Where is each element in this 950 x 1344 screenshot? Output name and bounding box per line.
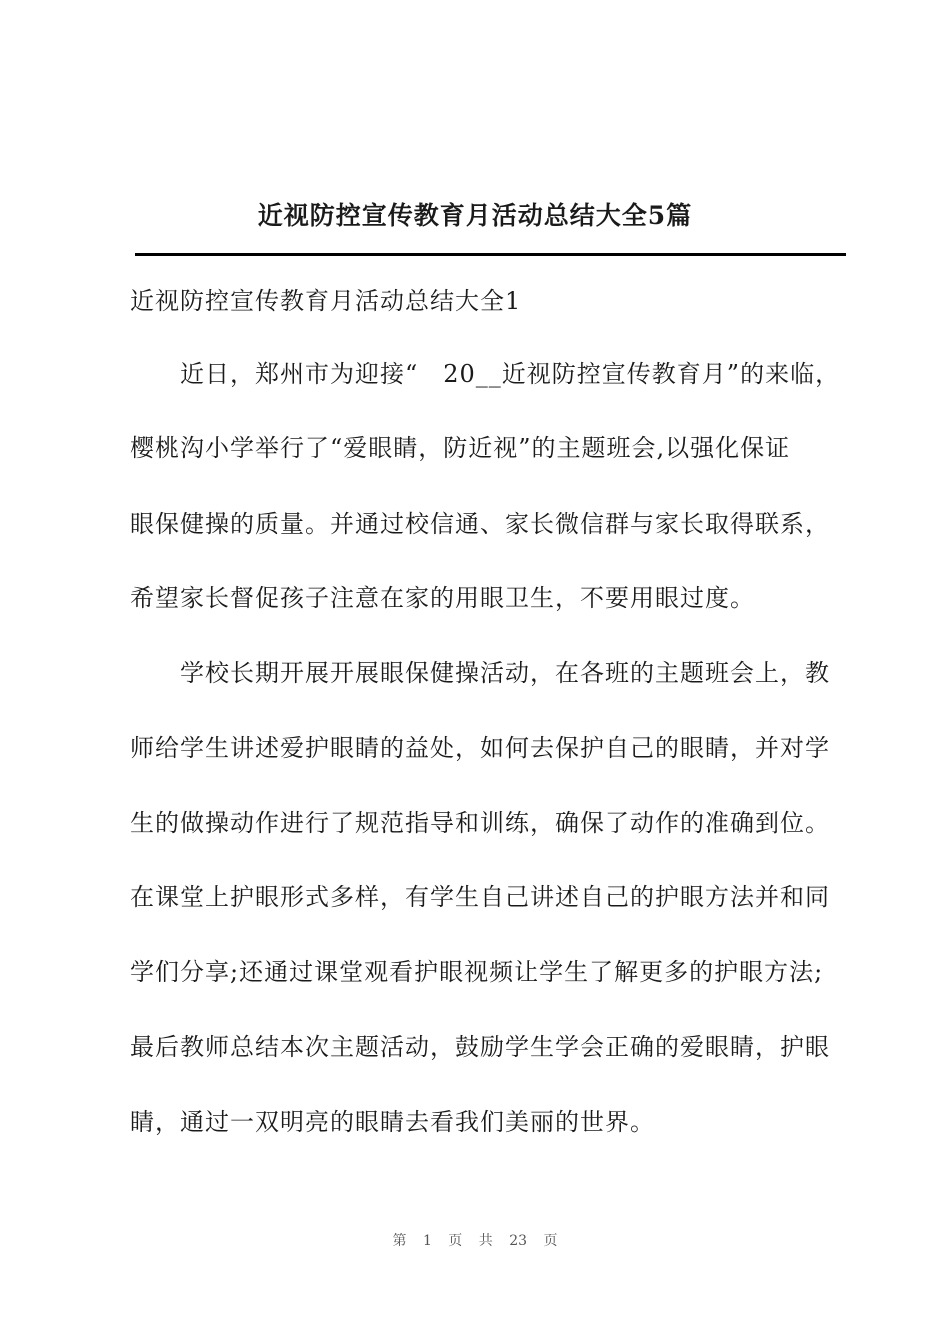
paragraph-line: 樱桃沟小学举行了“爱眼睛，防近视”的主题班会,以强化保证 <box>130 434 791 462</box>
paragraph-line: 学校长期开展开展眼保健操活动，在各班的主题班会上，教 <box>180 659 830 687</box>
paragraph-line: 师给学生讲述爱护眼睛的益处，如何去保护自己的眼睛，并对学 <box>130 734 830 762</box>
title-divider <box>135 253 846 256</box>
paragraph-line: 眼保健操的质量。并通过校信通、家长微信群与家长取得联系， <box>130 510 830 538</box>
page-number-footer: 第 1 页 共 23 页 <box>392 1233 558 1249</box>
paragraph-line: 在课堂上护眼形式多样，有学生自己讲述自己的护眼方法并和同 <box>130 883 830 911</box>
paragraph-line: 学们分享;还通过课堂观看护眼视频让学生了解更多的护眼方法; <box>130 958 824 986</box>
paragraph-line: 生的做操动作进行了规范指导和训练，确保了动作的准确到位。 <box>130 809 830 837</box>
paragraph-line: 希望家长督促孩子注意在家的用眼卫生，不要用眼过度。 <box>130 584 755 612</box>
paragraph-line: 近日，郑州市为迎接“ 20__近视防控宣传教育月”的来临， <box>180 360 841 388</box>
document-title: 近视防控宣传教育月活动总结大全5篇 <box>257 201 693 230</box>
section-heading: 近视防控宣传教育月活动总结大全1 <box>130 287 522 315</box>
paragraph-line: 最后教师总结本次主题活动，鼓励学生学会正确的爱眼睛，护眼 <box>130 1033 830 1061</box>
paragraph-line: 睛，通过一双明亮的眼睛去看我们美丽的世界。 <box>130 1108 655 1136</box>
